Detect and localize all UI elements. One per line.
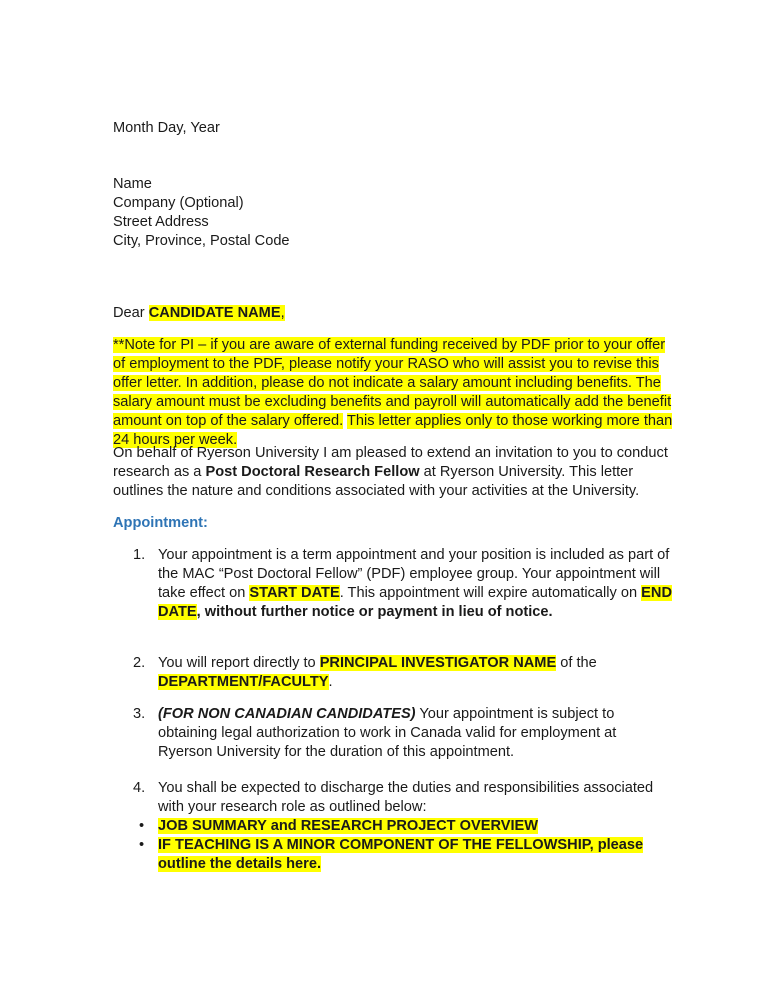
pi-name-placeholder: PRINCIPAL INVESTIGATOR NAME [319,655,557,671]
address-line: Street Address [113,214,209,230]
list-item: 1. Your appointment is a term appointment and your position is included as part of the MAC “Post Doctoral Fellow” (PDF) employee group. Your appointment will take effect on START DATE. This appointment will expire automatically on END DATE, without further notice or payment in lieu of notice. [133,547,672,620]
section-heading: Appointment: [113,515,208,531]
candidate-name-placeholder: CANDIDATE NAME [148,305,281,321]
salutation: Dear CANDIDATE NAME, [113,305,285,321]
bullet-item: • JOB SUMMARY and RESEARCH PROJECT OVERVIEW [139,818,539,834]
list-item: 3. (FOR NON CANADIAN CANDIDATES) Your appointment is subject to obtaining legal authorization to work in Canada valid for employment at Ryerson University for the duration of this appointment. [133,706,617,760]
address-line: Name [113,176,152,192]
address-line: Company (Optional) [113,195,244,211]
list-item: 2. You will report directly to PRINCIPAL INVESTIGATOR NAME of the DEPARTMENT/FACULTY. [133,655,597,690]
letter-date: Month Day, Year [113,120,220,136]
bullet-item: • IF TEACHING IS A MINOR COMPONENT OF THE FELLOWSHIP, please outline the details here. [139,837,644,872]
pi-note: **Note for PI – if you are aware of external funding received by PDF prior to your offer of employment to the PDF, please notify your RASO who will assist you to revise this offer letter. In addition, please do not indicate a salary amount including benefits. The salary amount must be excluding benefits and payroll will automatically add the benefit amount on top of the salary offered. This letter applies only to those working more than 24 hours per week. [113,337,673,448]
address-line: City, Province, Postal Code [113,233,290,249]
end-date-placeholder: END DATE [158,585,672,620]
recipient-address [113,175,673,251]
department-placeholder: DEPARTMENT/FACULTY [158,674,329,690]
intro-paragraph: On behalf of Ryerson University I am pleased to extend an invitation to you to conduct research as a Post Doctoral Research Fellow at Ryerson University. This letter outlines the nature and conditions associated with your activities at the University. [113,445,668,499]
start-date-placeholder: START DATE [249,585,340,601]
list-item: 4. You shall be expected to discharge the duties and responsibilities associated with your research role as outlined below: • JOB SUMMARY and RESEARCH PROJECT OVERVIEW • IF TEACHING IS A MINOR COMPONENT OF THE FELLOWSHIP, please outline the details here. [133,779,673,874]
